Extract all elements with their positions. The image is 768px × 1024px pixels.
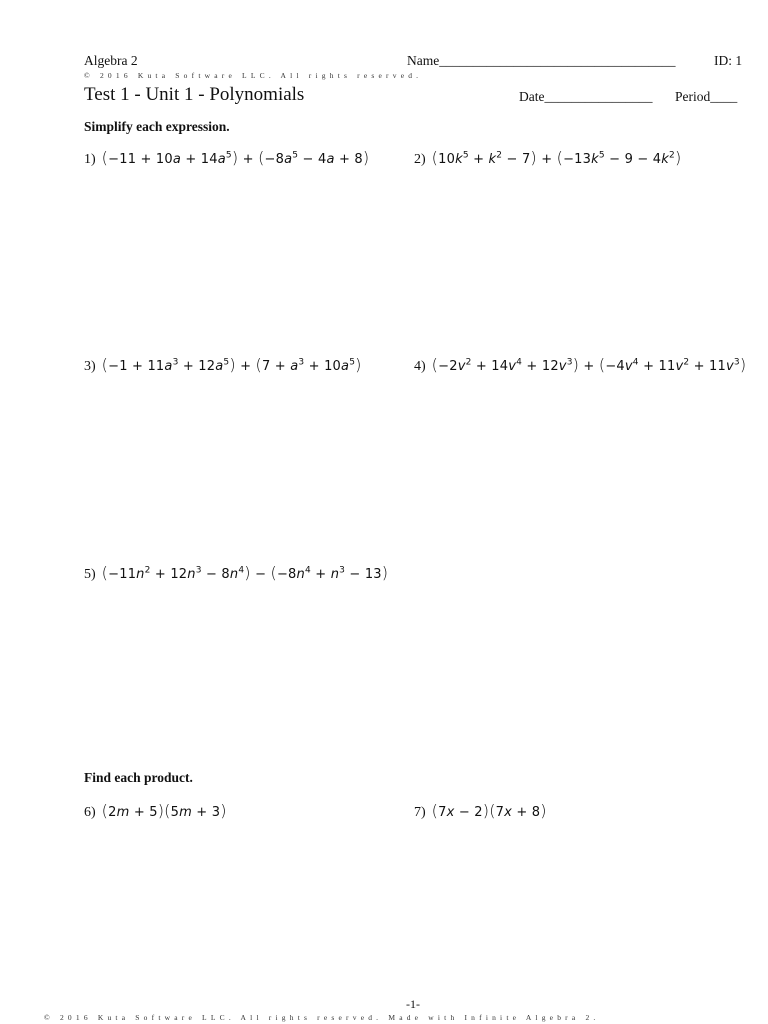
problem-expression: $(10k^5 + k^2 - 7) + (-13k^5 - 9 - 4k^2)$ bbox=[431, 148, 682, 167]
problem-1 bbox=[84, 148, 369, 168]
page-title: Test 1 - Unit 1 - Polynomials bbox=[84, 84, 305, 105]
problem-number: 7) bbox=[414, 805, 426, 820]
section-instruction-product: Find each product. bbox=[84, 770, 193, 785]
problem-expression: (2m + 5)(5m + 3) bbox=[101, 801, 227, 820]
problem-number: 4) bbox=[414, 359, 426, 374]
problem-2 bbox=[414, 148, 681, 168]
header-copyright: © 2016 Kuta Software LLC. All rights reserved. bbox=[84, 71, 423, 80]
worksheet-id: ID: 1 bbox=[714, 53, 743, 68]
date-field-label: Date________________ bbox=[519, 89, 653, 104]
problem-expression: (7x − 2)(7x + 8) bbox=[431, 801, 547, 820]
problem-expression: $(-1 + 11a^3 + 12a^5) + (7 + a^3 + 10a^5)$ bbox=[101, 355, 362, 374]
problem-3 bbox=[84, 355, 362, 375]
problem-6 bbox=[84, 801, 227, 821]
problem-number: 1) bbox=[84, 152, 96, 167]
footer-copyright: © 2016 Kuta Software LLC. All rights reserved. Made with Infinite Algebra 2. bbox=[44, 1013, 600, 1022]
period-field-label: Period____ bbox=[675, 89, 738, 104]
problem-expression: $(-2v^2 + 14v^4 + 12v^3) + (-4v^4 + 11v^2 + 11v^3)$ bbox=[431, 355, 747, 374]
problem-expression: $(-11n^2 + 12n^3 - 8n^4) - (-8n^4 + n^3 - 13)$ bbox=[101, 563, 389, 582]
course-name: Algebra 2 bbox=[84, 53, 138, 68]
page-number: -1- bbox=[406, 997, 420, 1011]
problem-5 bbox=[84, 563, 388, 583]
section-instruction-simplify: Simplify each expression. bbox=[84, 119, 230, 134]
problem-number: 3) bbox=[84, 359, 96, 374]
problem-expression: $(-11 + 10a + 14a^5) + (-8a^5 - 4a + 8)$ bbox=[101, 148, 370, 167]
problem-number: 2) bbox=[414, 152, 426, 167]
problem-number: 6) bbox=[84, 805, 96, 820]
name-field-label: Name___________________________________ bbox=[407, 53, 676, 68]
problem-number: 5) bbox=[84, 567, 96, 582]
problem-4 bbox=[414, 355, 746, 375]
problem-7 bbox=[414, 801, 547, 821]
